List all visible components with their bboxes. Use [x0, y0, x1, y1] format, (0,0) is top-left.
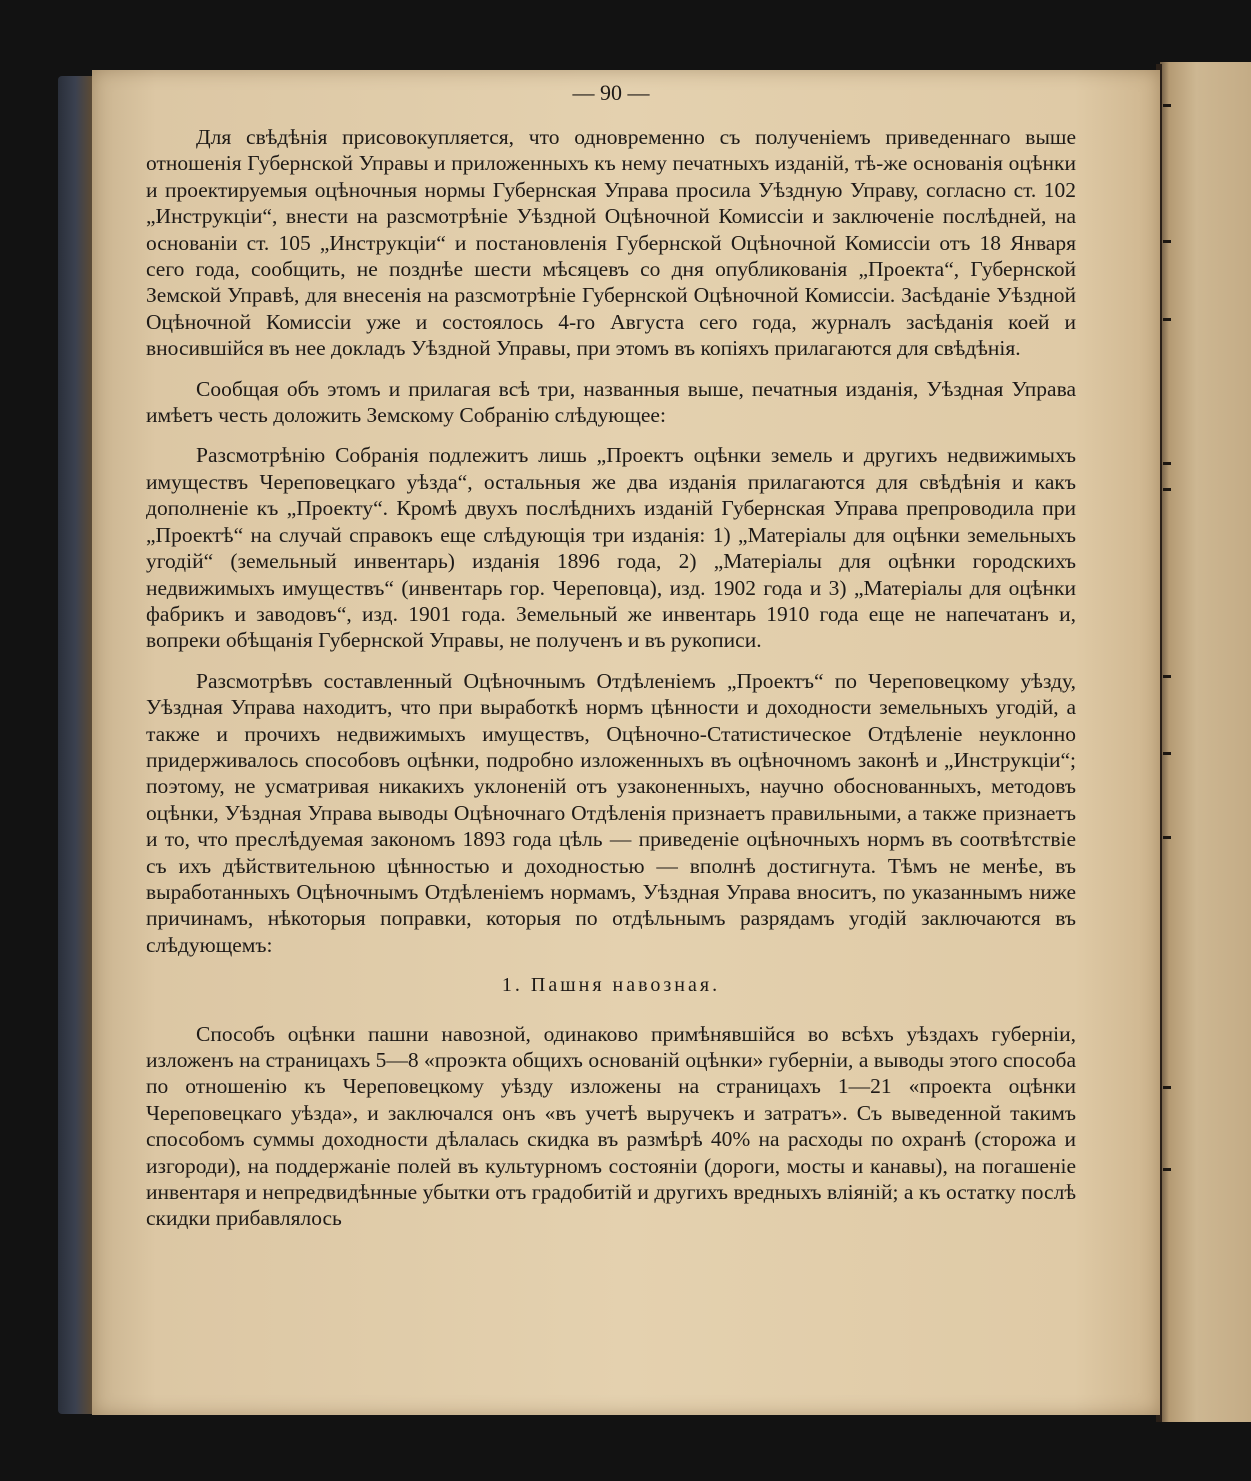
margin-mark [1163, 675, 1171, 678]
margin-mark [1163, 462, 1171, 465]
page-text [146, 76, 1076, 1246]
margin-mark [1163, 488, 1171, 491]
margin-mark [1163, 318, 1171, 321]
margin-mark [1163, 104, 1171, 107]
page-number: — 90 — [572, 80, 650, 105]
section-heading: 1. Пашня навозная. [501, 974, 721, 997]
adjacent-page-edge [1160, 62, 1251, 1422]
margin-mark [1163, 836, 1171, 839]
paragraph-3: Разсмотрѣнію Собранія подлежитъ лишь „Проектъ оцѣнки земель и другихъ недвижимыхъ имуществъ Череповецкаго уѣзда“, остальныя же два изданія прилагаются для свѣдѣнія и какъ дополненіе къ „Проекту“. Кромѣ двухъ послѣднихъ изданій Губернская Управа препроводила при „Проектѣ“ на случай справокъ еще слѣдующія три изданія: 1) „Матеріалы для оцѣнки земельныхъ угодій“ (земельный инвентарь) изданія 1896 года, 2) „Матеріалы для оцѣнки городскихъ недвижимыхъ имуществъ“ (инвентарь гор. Череповца), изд. 1902 года и 3) „Матеріалы для оцѣнки фабрикъ и заводовъ“, изд. 1901 года. Земельный же инвентарь 1910 года еще не напечатанъ и, вопреки обѣщанія Губернской Управы, не полученъ и въ рукописи. [146, 443, 1076, 653]
margin-mark [1163, 240, 1171, 243]
paragraph-5: Способъ оцѣнки пашни навозной, одинаково примѣнявшійся во всѣхъ уѣздахъ губерніи, изложенъ на страницахъ 5—8 «проэкта общихъ основаній оцѣнки» губерніи, а выводы этого способа по отношенію къ Череповецкому уѣзду изложены на страницахъ 1—21 «проекта оцѣнки Череповецкаго уѣзда», и заключался онъ «въ учетѣ выручекъ и затратъ». Съ выведенной такимъ способомъ суммы доходности дѣлалась скидка въ размѣрѣ 40% на расходы по охранѣ (сторожа и изгороди), на поддержаніе полей въ культурномъ состояніи (дороги, мосты и канавы), на погашеніе инвентаря и непредвидѣнные убытки отъ градобитій и другихъ вредныхъ вліяній; а къ остатку послѣ скидки прибавлялось [146, 1021, 1076, 1231]
paragraph-2: Сообщая объ этомъ и прилагая всѣ три, названныя выше, печатныя изданія, Уѣздная Управа имѣетъ честь доложить Земскому Собранію слѣдующее: [146, 376, 1076, 428]
paragraph-4: Разсмотрѣвъ составленный Оцѣночнымъ Отдѣленіемъ „Проектъ“ по Череповецкому уѣзду, Уѣздная Управа находитъ, что при выработкѣ нормъ цѣнности и доходности земельныхъ угодій, а также и прочихъ недвижимыхъ имуществъ, Оцѣночно-Статистическое Отдѣленіе неуклонно придерживалось способовъ оцѣнки, подробно изложенныхъ въ оцѣночномъ законѣ и „Инструкціи“; поэтому, не усматривая никакихъ уклоненій отъ узаконенныхъ, научно обоснованныхъ, методовъ оцѣнки, Уѣздная Управа выводы Оцѣночнаго Отдѣленія признаетъ правильными, а также признаетъ и то, что преслѣдуемая закономъ 1893 года цѣль — приведеніе оцѣночныхъ нормъ въ соотвѣтствіе съ ихъ дѣйствительною цѣнностью и доходностью — вполнѣ достигнута. Тѣмъ не менѣе, въ выработанныхъ Оцѣночнымъ Отдѣленіемъ нормамъ, Уѣздная Управа вноситъ, по указаннымъ ниже причинамъ, нѣкоторыя поправки, которыя по отдѣльнымъ разрядамъ угодій заключаются въ слѣдующемъ: [146, 668, 1076, 957]
margin-mark [1163, 752, 1171, 755]
paragraph-1: Для свѣдѣнія присовокупляется, что одновременно съ полученіемъ приведеннаго выше отношенія Губернской Управы и приложенныхъ къ нему печатныхъ изданій, тѣ-же основанія оцѣнки и проектируемыя оцѣночныя нормы Губернская Управа просила Уѣздную Управу, согласно ст. 102 „Инструкціи“, внести на разсмотрѣніе Уѣздной Оцѣночной Комиссіи и заключеніе послѣдней, на основаніи ст. 105 „Инструкціи“ и постановленія Губернской Оцѣночной Комиссіи отъ 18 Января сего года, сообщить, не позднѣе шести мѣсяцевъ со дня опубликованія „Проекта“, Губернской Земской Управѣ, для внесенія на разсмотрѣніе Губернской Оцѣночной Комиссіи. Засѣданіе Уѣздной Оцѣночной Комиссіи уже и состоялось 4-го Августа сего года, журналъ засѣданія коей и вносившійся въ нее докладъ Уѣздной Управы, при этомъ въ копіяхъ прилагаются для свѣдѣнія. [146, 125, 1076, 361]
margin-mark [1163, 1168, 1171, 1171]
margin-mark [1163, 1086, 1171, 1089]
